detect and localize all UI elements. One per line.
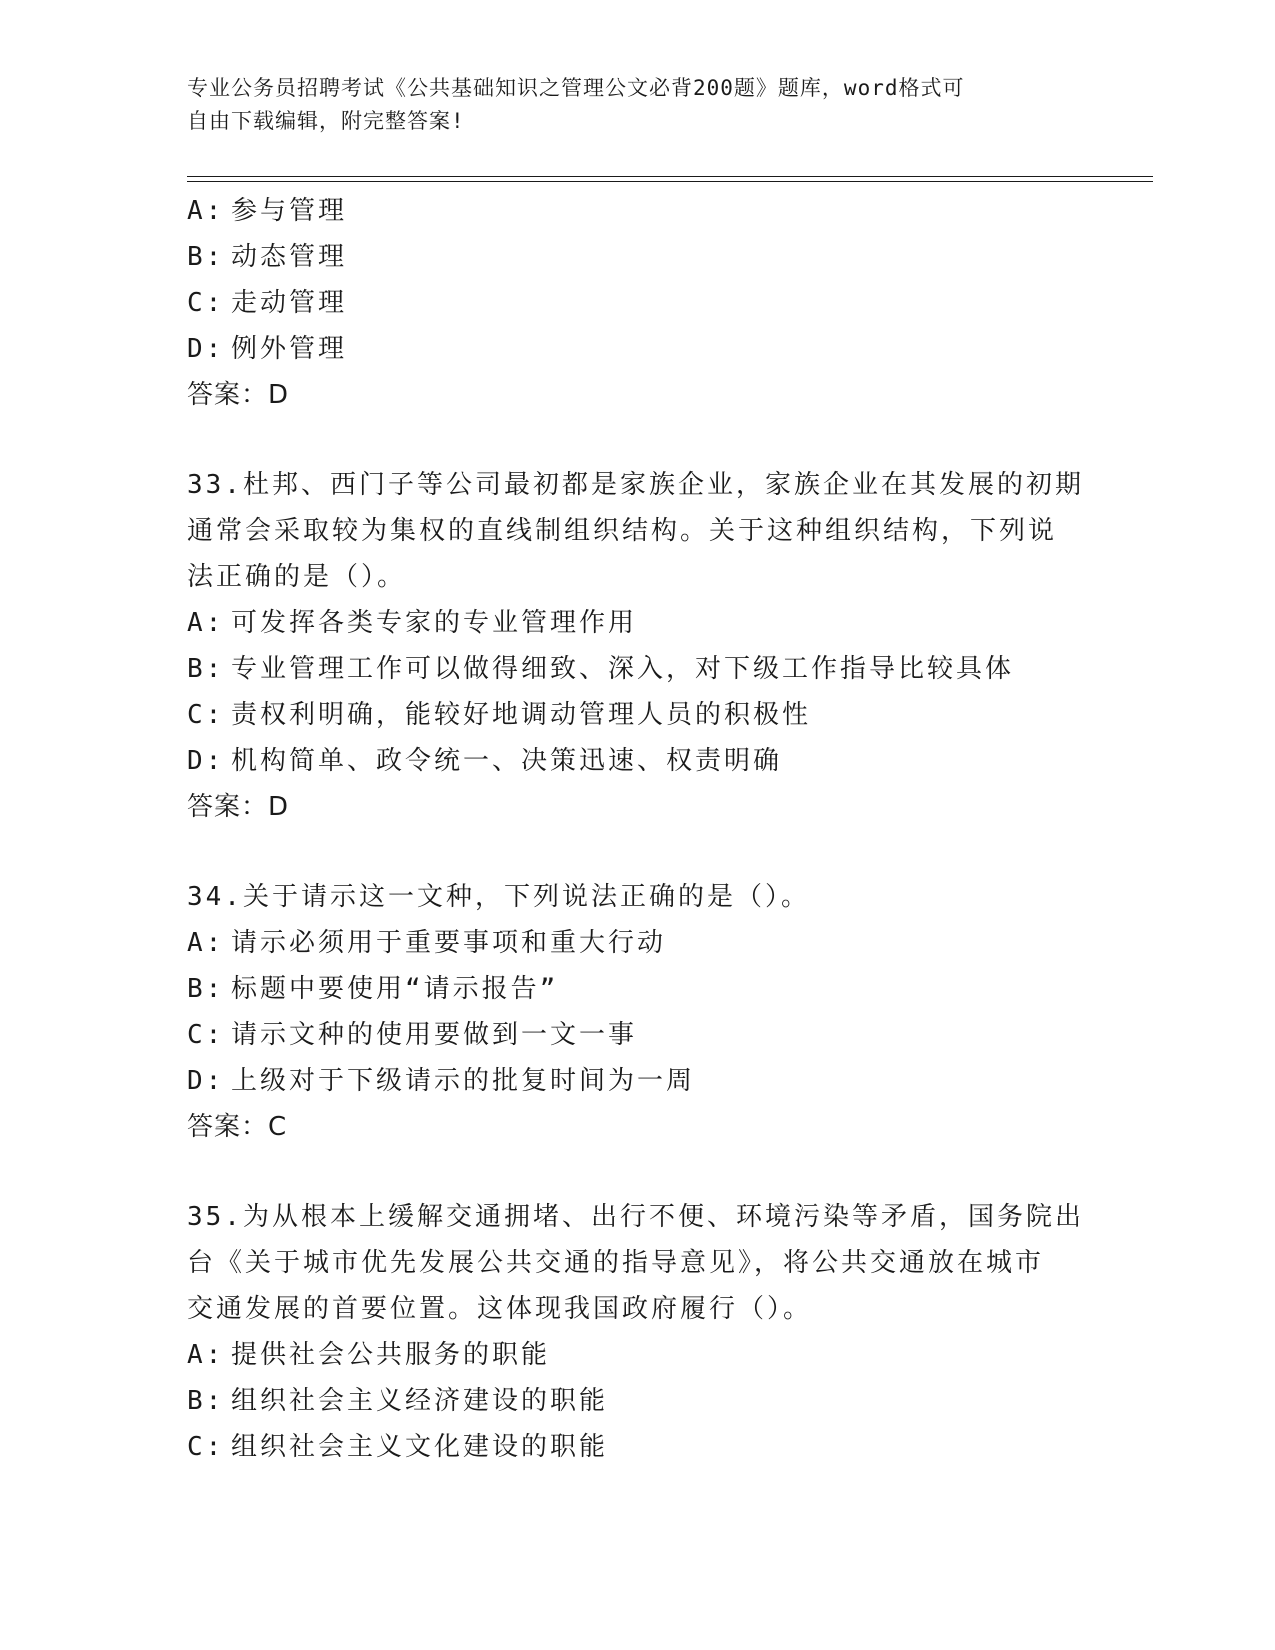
option-text: 可发挥各类专家的专业管理作用 <box>231 608 638 638</box>
question-stem-line: 35.为从根本上缓解交通拥堵、出行不便、环境污染等矛盾，国务院出 <box>187 1202 1084 1232</box>
option-key: D: <box>187 1066 225 1096</box>
question-stem-line: 通常会采取较为集权的直线制组织结构。关于这种组织结构，下列说 <box>187 516 1058 546</box>
option-b <box>187 966 1087 1012</box>
option-b <box>187 1378 1087 1424</box>
option-a <box>187 920 1087 966</box>
option-text: 专业管理工作可以做得细致、深入，对下级工作指导比较具体 <box>231 654 1015 684</box>
option-key: A: <box>187 928 225 958</box>
option-key: D: <box>187 746 225 776</box>
option-text: 标题中要使用“请示报告” <box>231 974 559 1004</box>
question-stem-line: 台《关于城市优先发展公共交通的指导意见》，将公共交通放在城市 <box>187 1248 1045 1278</box>
question-33 <box>187 462 1087 830</box>
answer-line: 答案：D <box>187 792 290 822</box>
question-stem-line: 交通发展的首要位置。这体现我国政府履行（）。 <box>187 1294 813 1324</box>
option-text: 上级对于下级请示的批复时间为一周 <box>231 1066 696 1096</box>
question-list <box>187 188 1087 1470</box>
option-key: A: <box>187 608 225 638</box>
option-text: 走动管理 <box>231 288 348 318</box>
option-a <box>187 188 1087 234</box>
option-key: B: <box>187 242 225 272</box>
spacer <box>187 830 1087 874</box>
option-d <box>187 326 1087 372</box>
option-key: C: <box>187 288 225 318</box>
header-line-2: 自由下载编辑，附完整答案! <box>187 109 465 133</box>
option-b <box>187 234 1087 280</box>
spacer <box>187 418 1087 462</box>
option-key: B: <box>187 654 225 684</box>
option-c <box>187 1012 1087 1058</box>
option-text: 请示必须用于重要事项和重大行动 <box>231 928 667 958</box>
option-text: 组织社会主义经济建设的职能 <box>231 1386 609 1416</box>
option-key: C: <box>187 700 225 730</box>
option-c <box>187 1424 1087 1470</box>
option-b <box>187 646 1087 692</box>
option-a <box>187 600 1087 646</box>
option-text: 机构简单、政令统一、决策迅速、权责明确 <box>231 746 783 776</box>
option-key: D: <box>187 334 225 364</box>
option-key: B: <box>187 974 225 1004</box>
header-line-1: 专业公务员招聘考试《公共基础知识之管理公文必背200题》题库，word格式可 <box>187 76 965 100</box>
option-text: 请示文种的使用要做到一文一事 <box>231 1020 638 1050</box>
question-35 <box>187 1194 1087 1470</box>
option-text: 动态管理 <box>231 242 348 272</box>
option-c <box>187 280 1087 326</box>
option-d <box>187 1058 1087 1104</box>
option-text: 例外管理 <box>231 334 348 364</box>
option-text: 责权利明确，能较好地调动管理人员的积极性 <box>231 700 812 730</box>
document-header <box>187 72 1067 138</box>
question-stem-line: 34.关于请示这一文种，下列说法正确的是（）。 <box>187 882 810 912</box>
answer-line: 答案：C <box>187 1112 288 1142</box>
option-text: 参与管理 <box>231 196 348 226</box>
option-key: C: <box>187 1432 225 1462</box>
option-text: 组织社会主义文化建设的职能 <box>231 1432 609 1462</box>
header-rule-top <box>187 176 1153 177</box>
option-c <box>187 692 1087 738</box>
answer-line: 答案：D <box>187 380 290 410</box>
option-a <box>187 1332 1087 1378</box>
option-text: 提供社会公共服务的职能 <box>231 1340 551 1370</box>
option-key: A: <box>187 196 225 226</box>
question-34 <box>187 874 1087 1150</box>
spacer <box>187 1150 1087 1194</box>
header-rule-bottom <box>187 181 1153 182</box>
option-key: A: <box>187 1340 225 1370</box>
option-key: C: <box>187 1020 225 1050</box>
option-d <box>187 738 1087 784</box>
question-stem-line: 33.杜邦、西门子等公司最初都是家族企业，家族企业在其发展的初期 <box>187 470 1084 500</box>
question-32 <box>187 188 1087 418</box>
option-key: B: <box>187 1386 225 1416</box>
question-stem-line: 法正确的是（）。 <box>187 562 407 592</box>
